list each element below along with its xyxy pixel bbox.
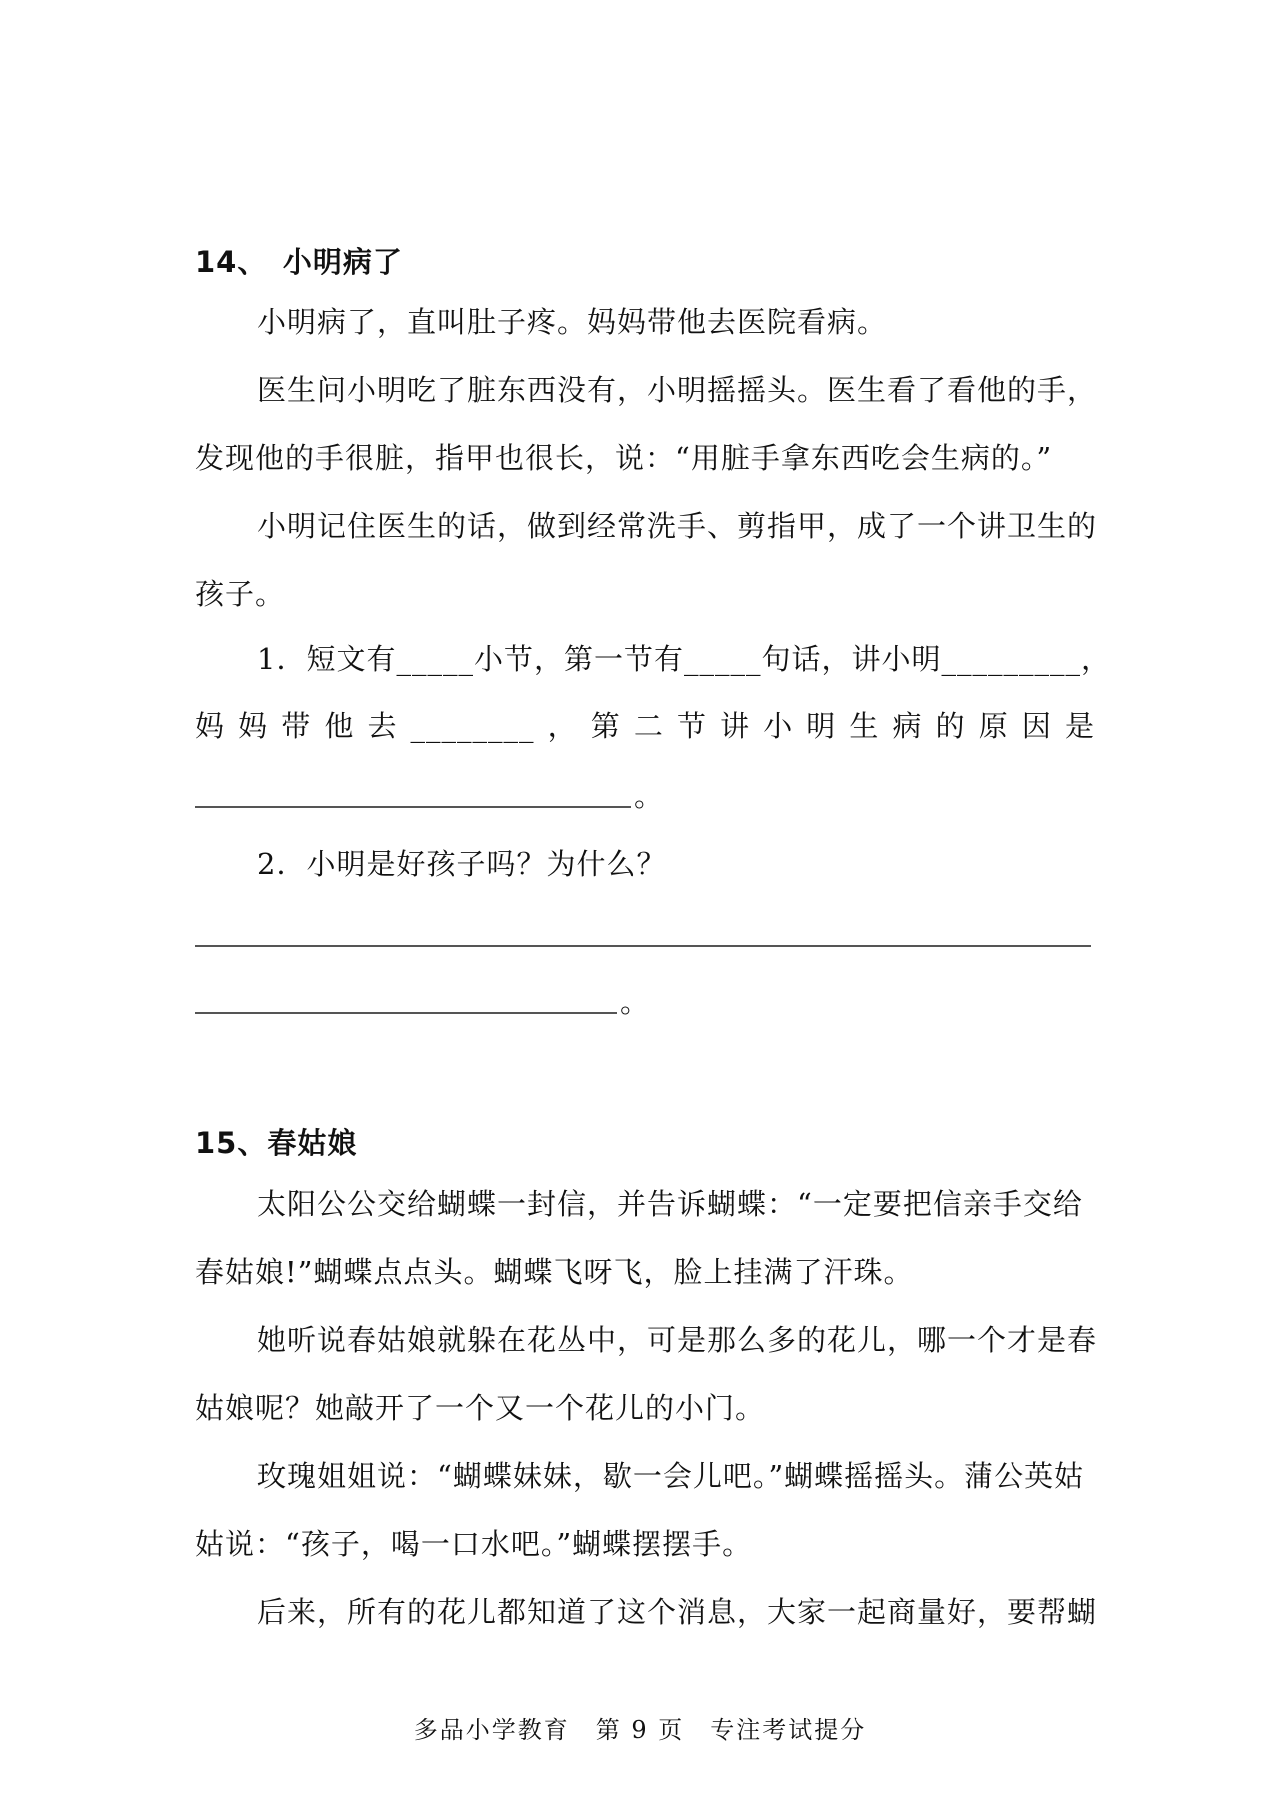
question-char: 妈: [195, 709, 226, 743]
question-char: 生: [849, 709, 880, 743]
question-char: 原: [978, 709, 1009, 743]
paragraph: 姑娘呢？她敲开了一个又一个花儿的小门。: [195, 1391, 766, 1425]
question-char: 他: [324, 709, 355, 743]
question-char: ，: [547, 709, 578, 743]
answer-blank-line[interactable]: [195, 1012, 617, 1014]
paragraph: 小明病了，直叫肚子疼。妈妈带他去医院看病。: [257, 305, 888, 339]
section-14-title: 14、 小明病了: [195, 245, 403, 279]
paragraph: 小明记住医生的话，做到经常洗手、剪指甲，成了一个讲卫生的: [257, 509, 1098, 543]
period: 。: [620, 985, 651, 1019]
paragraph: 姑说：“孩子，喝一口水吧。”蝴蝶摆摆手。: [195, 1527, 753, 1561]
question-char: 的: [935, 709, 966, 743]
question-char: 因: [1021, 709, 1052, 743]
paragraph: 发现他的手很脏，指甲也很长，说：“用脏手拿东西吃会生病的。”: [195, 441, 1053, 475]
paragraph: 玫瑰姐姐说：“蝴蝶妹妹，歇一会儿吧。”蝴蝶摇摇头。蒲公英姑: [257, 1459, 1085, 1493]
question-1-line-2: [195, 709, 1095, 743]
paragraph: 她听说春姑娘就躲在花丛中，可是那么多的花儿，哪一个才是春: [257, 1323, 1098, 1357]
section-15-title: 15、春姑娘: [195, 1126, 358, 1160]
question-char: 去: [367, 709, 398, 743]
paragraph: 医生问小明吃了脏东西没有，小明摇摇头。医生看了看他的手，: [257, 373, 1098, 407]
page-footer: 多品小学教育 第 9 页 专注考试提分: [413, 1716, 867, 1744]
question-char: 妈: [238, 709, 269, 743]
paragraph: 太阳公公交给蝴蝶一封信，并告诉蝴蝶：“一定要把信亲手交给: [257, 1187, 1083, 1221]
question-char: 节: [676, 709, 707, 743]
question-1-line-1: 1．短文有_____小节，第一节有_____句话，讲小明_________，: [257, 642, 1111, 676]
question-char: 二: [633, 709, 664, 743]
question-char: 小: [763, 709, 794, 743]
answer-blank-line[interactable]: [195, 806, 631, 808]
answer-blank[interactable]: ________: [410, 709, 535, 743]
paragraph: 春姑娘!”蝴蝶点点头。蝴蝶飞呀飞，脸上挂满了汗珠。: [195, 1255, 914, 1289]
question-char: 明: [806, 709, 837, 743]
answer-blank-line[interactable]: [195, 945, 1091, 947]
paragraph: 孩子。: [195, 577, 286, 611]
question-char: 讲: [720, 709, 751, 743]
question-char: 带: [281, 709, 312, 743]
question-char: 是: [1064, 709, 1095, 743]
period: 。: [634, 779, 665, 813]
question-char: 病: [892, 709, 923, 743]
question-2: 2．小明是好孩子吗？为什么？: [257, 847, 667, 881]
question-char: 第: [590, 709, 621, 743]
paragraph: 后来，所有的花儿都知道了这个消息，大家一起商量好，要帮蝴: [257, 1595, 1098, 1629]
